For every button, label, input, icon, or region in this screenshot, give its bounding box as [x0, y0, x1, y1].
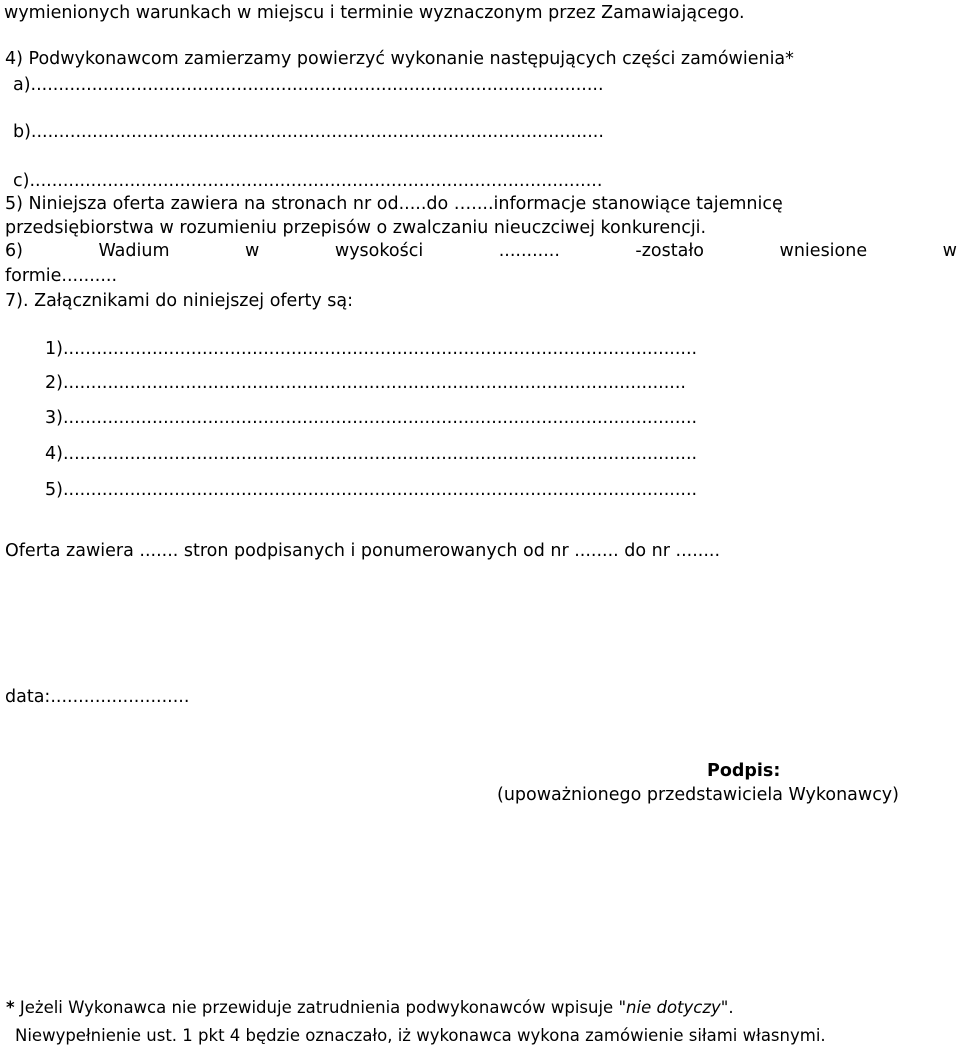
offer-pages-line: Oferta zawiera ....... stron podpisanych i ponumerowanych od nr ........ do nr ........ [5, 541, 721, 561]
point-5-confidential: 5) Niniejsza oferta zawiera na stronach nr od.....do …....informacje stanowiące tajemnicę [5, 194, 783, 214]
point-4-subcontractors: 4) Podwykonawcom zamierzamy powierzyć wykonanie następujących części zamówienia* [5, 49, 794, 69]
footnote-text-before: Jeżeli Wykonawca nie przewiduje zatrudnienia podwykonawców wpisuje " [14, 998, 627, 1017]
point-7-attachments: 7). Załącznikami do niniejszej oferty są: [5, 291, 354, 311]
point-5-continuation: przedsiębiorstwa w rozumieniu przepisów o zwalczaniu nieuczciwej konkurencji. [5, 218, 707, 238]
point-6-word-zostalo: -zostało [635, 241, 705, 261]
footnote-text-after: ". [720, 998, 734, 1017]
point-6-word-w: w [245, 241, 260, 261]
date-field[interactable]: data:......................... [5, 687, 190, 707]
subcontract-a-field[interactable]: a)....................................................................................................... [13, 75, 604, 95]
attachment-4-field[interactable]: 4).................................................................................................................. [45, 444, 698, 464]
attachment-1-field[interactable]: 1).................................................................................................................. [45, 339, 698, 359]
point-6-wadium [5, 240, 957, 262]
attachment-5-field[interactable]: 5).................................................................................................................. [45, 480, 698, 500]
footnote-star: * [6, 998, 15, 1017]
point-6-word-wadium: Wadium [98, 241, 170, 261]
subcontract-c-field[interactable]: c)....................................................................................................... [13, 171, 603, 191]
intro-line: wymienionych warunkach w miejscu i terminie wyznaczonym przez Zamawiającego. [4, 3, 745, 23]
attachment-3-field[interactable]: 3).................................................................................................................. [45, 408, 698, 428]
point-6-word-wniesione: wniesione [779, 241, 868, 261]
signature-title: Podpis: [707, 761, 781, 781]
wadium-amount-field[interactable]: ........... [498, 241, 560, 261]
point-6-number: 6) [5, 241, 23, 261]
signature-subtitle: (upoważnionego przedstawiciela Wykonawcy) [497, 785, 899, 805]
point-6-word-wysokosci: wysokości [334, 241, 424, 261]
wadium-form-field[interactable]: formie.......... [5, 266, 118, 286]
attachment-2-field[interactable]: 2)................................................................................................................ [45, 373, 686, 393]
footnote-italic: nie dotyczy [626, 998, 721, 1017]
point-6-word-w2: w [942, 241, 957, 261]
footnote-line-2: Niewypełnienie ust. 1 pkt 4 będzie oznaczało, iż wykonawca wykona zamówienie siłami własnymi. [15, 1026, 826, 1045]
subcontract-b-field[interactable]: b)....................................................................................................... [13, 122, 604, 142]
footnote-line-1 [6, 997, 734, 1019]
